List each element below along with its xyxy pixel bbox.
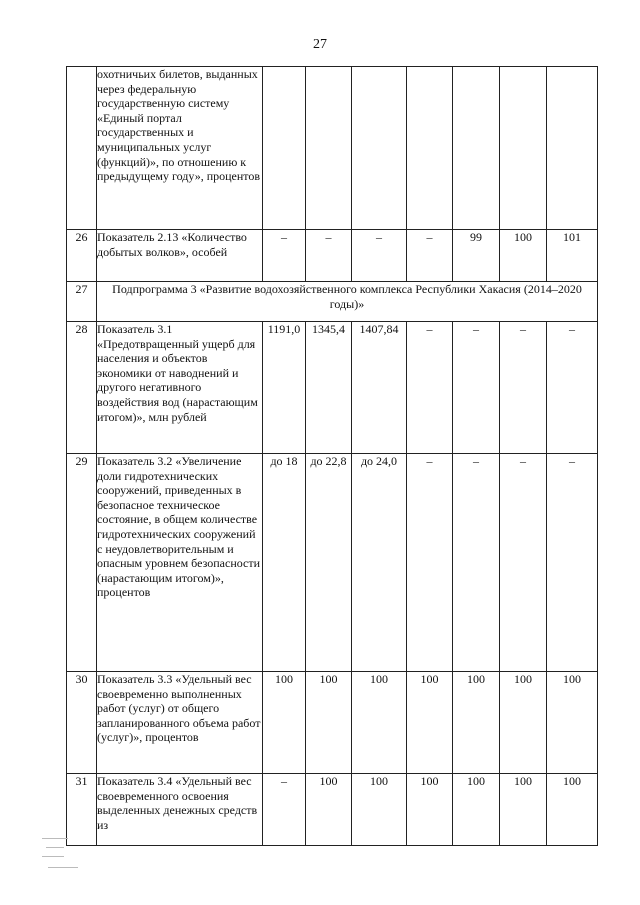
value-cell: – bbox=[352, 230, 407, 282]
value-cell bbox=[500, 67, 547, 230]
table-row bbox=[67, 230, 598, 282]
value-cell: 100 bbox=[407, 774, 453, 846]
value-cell: 100 bbox=[500, 230, 547, 282]
value-cell bbox=[407, 67, 453, 230]
table-row bbox=[67, 454, 598, 672]
table-row bbox=[67, 322, 598, 454]
value-cell: 100 bbox=[500, 774, 547, 846]
value-cell: – bbox=[407, 230, 453, 282]
value-cell bbox=[453, 67, 500, 230]
row-number: 28 bbox=[67, 322, 97, 454]
indicator-description: Показатель 3.2 «Увеличение доли гидротехнических сооружений, приведенных в безопасное техническое состояние, в общем количестве гидротехнических сооружений с неудовлетворительным и опасным уровнем безопасности (нарастающим итогом)», процентов bbox=[97, 454, 263, 672]
value-cell bbox=[352, 67, 407, 230]
indicator-description: Показатель 2.13 «Количество добытых волков», особей bbox=[97, 230, 263, 282]
value-cell: – bbox=[500, 454, 547, 672]
indicator-description: Показатель 3.3 «Удельный вес своевременно выполненных работ (услуг) от общего запланированного объема работ (услуг)», процентов bbox=[97, 672, 263, 774]
value-cell: 100 bbox=[500, 672, 547, 774]
value-cell: – bbox=[453, 322, 500, 454]
value-cell: – bbox=[407, 322, 453, 454]
value-cell: до 24,0 bbox=[352, 454, 407, 672]
value-cell: 99 bbox=[453, 230, 500, 282]
table-row bbox=[67, 672, 598, 774]
row-number: 31 bbox=[67, 774, 97, 846]
row-number: 26 bbox=[67, 230, 97, 282]
value-cell: 100 bbox=[453, 774, 500, 846]
value-cell: до 18 bbox=[263, 454, 306, 672]
page-number: 27 bbox=[313, 37, 327, 52]
subprogram-title: Подпрограмма 3 «Развитие водохозяйственного комплекса Республики Хакасия (2014–2020 годы)» bbox=[97, 282, 598, 322]
value-cell: – bbox=[263, 230, 306, 282]
value-cell: 100 bbox=[453, 672, 500, 774]
subprogram-row bbox=[67, 282, 598, 322]
value-cell: 100 bbox=[263, 672, 306, 774]
value-cell: – bbox=[547, 322, 598, 454]
value-cell: 100 bbox=[407, 672, 453, 774]
table-row bbox=[67, 67, 598, 230]
row-number: 30 bbox=[67, 672, 97, 774]
value-cell: – bbox=[407, 454, 453, 672]
value-cell: – bbox=[306, 230, 352, 282]
row-number: 27 bbox=[67, 282, 97, 322]
row-number bbox=[67, 67, 97, 230]
row-number: 29 bbox=[67, 454, 97, 672]
value-cell: 101 bbox=[547, 230, 598, 282]
indicator-description: Показатель 3.1 «Предотвращенный ущерб для населения и объектов экономики от наводнений и другого негативного воздействия вод (нарастающим итогом)», млн рублей bbox=[97, 322, 263, 454]
value-cell: 1345,4 bbox=[306, 322, 352, 454]
value-cell: 100 bbox=[306, 672, 352, 774]
value-cell: 100 bbox=[306, 774, 352, 846]
value-cell: 1191,0 bbox=[263, 322, 306, 454]
value-cell: 100 bbox=[352, 774, 407, 846]
scan-noise bbox=[42, 836, 102, 876]
value-cell bbox=[263, 67, 306, 230]
value-cell: – bbox=[500, 322, 547, 454]
value-cell bbox=[547, 67, 598, 230]
value-cell: – bbox=[547, 454, 598, 672]
value-cell: 1407,84 bbox=[352, 322, 407, 454]
indicator-description: охотничьих билетов, выданных через федеральную государственную систему «Единый портал государственных и муниципальных услуг (функций)», по отношению к предыдущему году», процентов bbox=[97, 67, 263, 230]
value-cell: – bbox=[453, 454, 500, 672]
value-cell: до 22,8 bbox=[306, 454, 352, 672]
value-cell bbox=[306, 67, 352, 230]
indicator-description: Показатель 3.4 «Удельный вес своевременного освоения выделенных денежных средств из bbox=[97, 774, 263, 846]
value-cell: 100 bbox=[547, 672, 598, 774]
value-cell: 100 bbox=[547, 774, 598, 846]
table-row bbox=[67, 774, 598, 846]
value-cell: 100 bbox=[352, 672, 407, 774]
value-cell: – bbox=[263, 774, 306, 846]
indicators-table bbox=[66, 66, 598, 846]
